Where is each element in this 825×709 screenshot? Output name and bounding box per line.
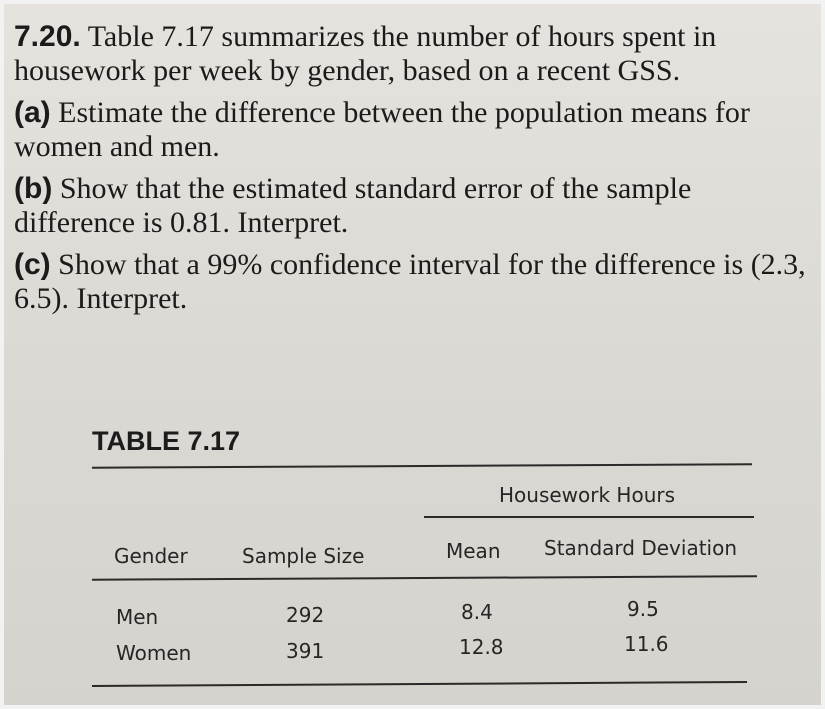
part-a-text: Estimate the difference between the population means for women and men. xyxy=(14,96,750,163)
table-title: TABLE 7.17 xyxy=(92,426,241,456)
column-header-gender: Gender xyxy=(114,544,188,568)
problem-intro xyxy=(14,20,814,88)
table-cell-mean-women: 12.8 xyxy=(459,635,504,659)
problem-number: 7.20. xyxy=(14,20,81,53)
problem-part-c xyxy=(14,248,814,316)
table-cell-size-women: 391 xyxy=(286,639,325,663)
header-bottom-rule xyxy=(92,575,757,580)
problem-text xyxy=(14,20,814,324)
part-b-text: Show that the estimated standard error of the sample difference is 0.81. Interpret. xyxy=(14,172,692,239)
table-group-header: Housework Hours xyxy=(499,483,676,507)
column-header-standard-deviation: Standard Deviation xyxy=(544,536,738,560)
table-cell-sd-men: 9.5 xyxy=(627,597,659,621)
group-header-rule xyxy=(424,516,754,518)
part-c-label: (c) xyxy=(14,248,51,281)
part-b-label: (b) xyxy=(14,172,53,205)
part-a-label: (a) xyxy=(14,96,51,129)
column-header-sample-size: Sample Size xyxy=(242,544,365,568)
table-top-rule xyxy=(92,463,752,468)
table-cell-size-men: 292 xyxy=(286,603,325,627)
table-cell-mean-men: 8.4 xyxy=(461,600,493,624)
table-bottom-rule xyxy=(92,681,747,687)
problem-part-b xyxy=(14,172,814,240)
problem-part-a xyxy=(14,96,814,164)
problem-intro-text: Table 7.17 summarizes the number of hours spent in housework per week by gender, based on a recent GSS. xyxy=(14,20,717,87)
table-cell-gender-women: Women xyxy=(116,641,192,665)
part-c-text: Show that a 99% confidence interval for the difference is (2.3, 6.5). Interpret. xyxy=(14,248,806,315)
table-cell-sd-women: 11.6 xyxy=(624,632,669,656)
table-cell-gender-men: Men xyxy=(116,605,159,629)
column-header-mean: Mean xyxy=(446,539,501,563)
